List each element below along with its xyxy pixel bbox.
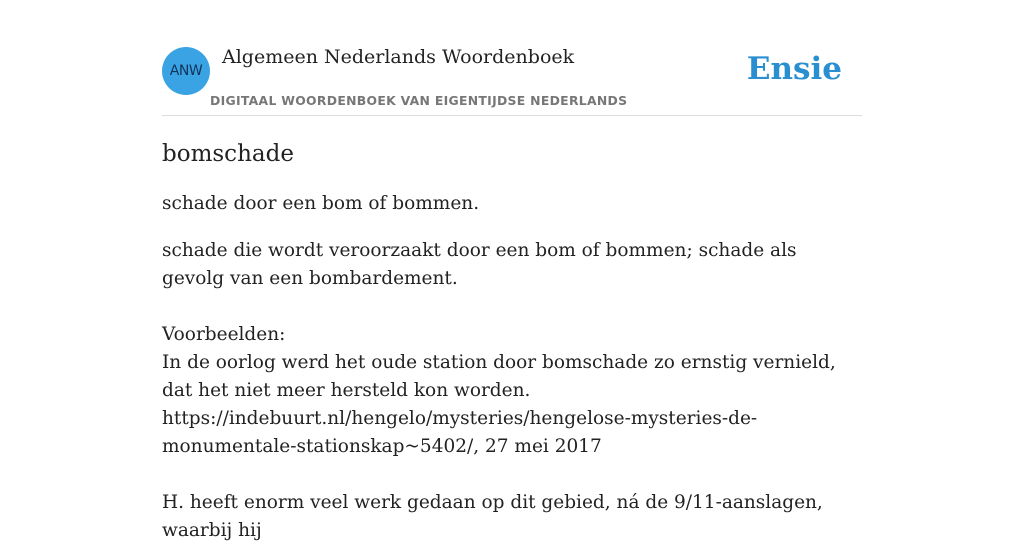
anw-logo[interactable] — [162, 47, 210, 95]
logo-text: ANW — [169, 63, 203, 79]
long-definition: schade die wordt veroorzaakt door een bom of bommen; schade als gevolg van een bombardement. — [162, 240, 797, 289]
site-header — [162, 0, 862, 116]
examples-label: Voorbeelden: — [162, 324, 286, 345]
entry-content — [162, 138, 862, 545]
short-definition: schade door een bom of bommen. — [162, 193, 480, 214]
spacer — [162, 461, 862, 489]
site-subtitle: DIGITAAL WOORDENBOEK VAN EIGENTIJDSE NEDERLANDS — [210, 93, 628, 108]
example-source: https://indebuurt.nl/hengelo/mysteries/hengelose-mysteries-de-monumentale-stationskap~5402/, 27 mei 2017 — [162, 408, 758, 457]
site-title[interactable]: Algemeen Nederlands Woordenboek — [222, 46, 575, 68]
spacer — [162, 293, 862, 321]
example-text: In de oorlog werd het oude station door bomschade zo ernstig vernield, dat het niet meer hersteld kon worden. — [162, 352, 836, 401]
entry-headword: bomschade — [162, 141, 294, 167]
example-text: H. heeft enorm veel werk gedaan op dit gebied, ná de 9/11-aanslagen, waarbij hij — [162, 492, 823, 541]
ensie-brand-link[interactable]: Ensie — [746, 51, 842, 87]
